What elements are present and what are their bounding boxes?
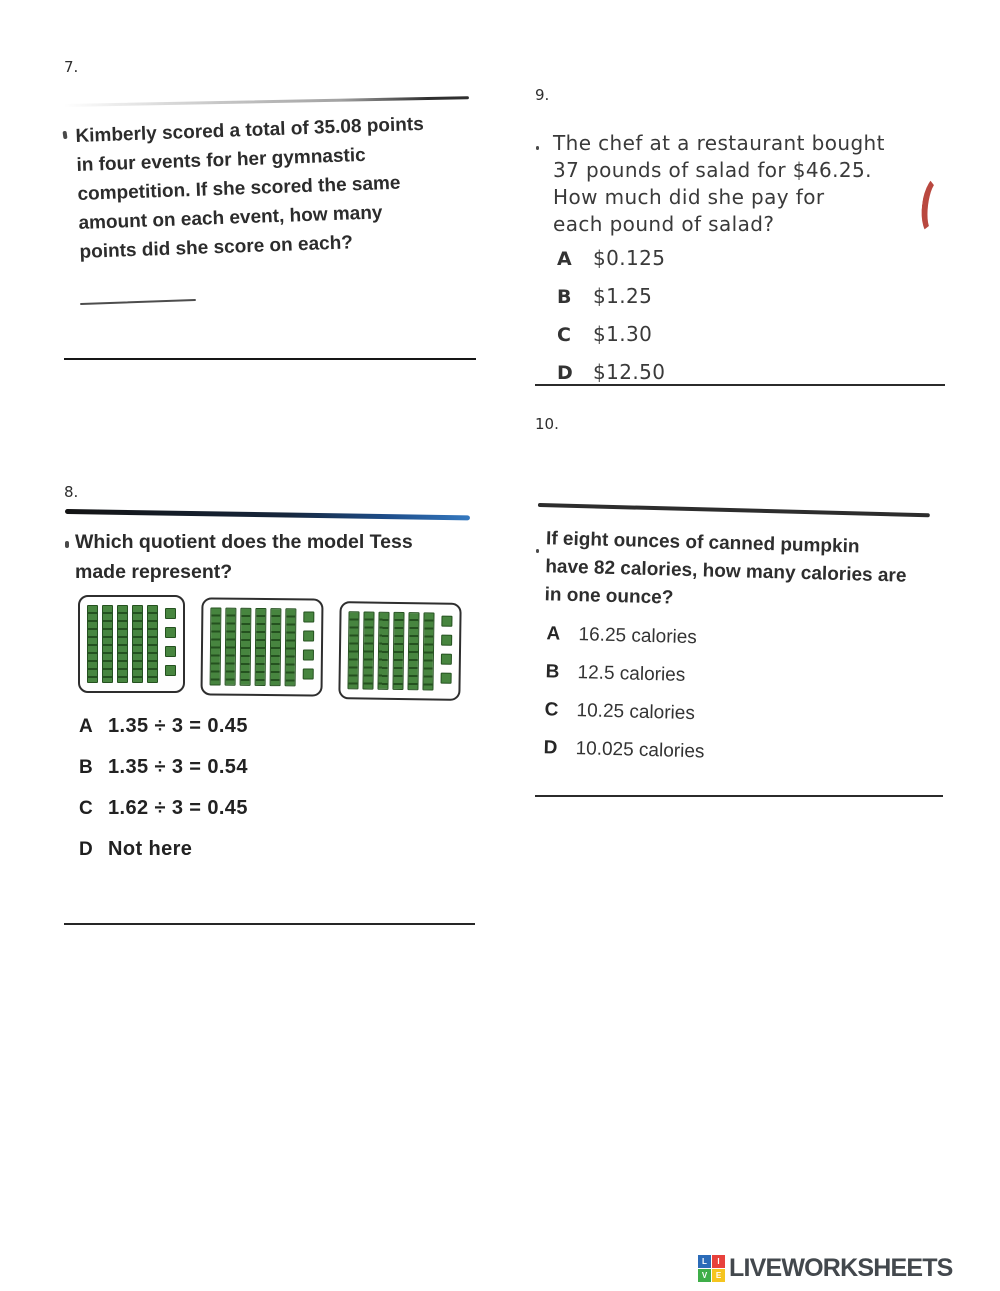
tenths-rod <box>392 612 404 690</box>
question-9-number: 9. <box>535 86 550 104</box>
hundredths-cube <box>441 635 452 646</box>
option-text: $1.25 <box>593 284 653 308</box>
option-text: 12.5 calories <box>577 661 686 686</box>
question-10-options <box>543 623 934 769</box>
option-text: 16.25 calories <box>578 623 698 648</box>
option-a <box>546 623 934 655</box>
option-b <box>79 756 248 779</box>
cubes <box>165 608 176 683</box>
base-ten-block-model <box>78 595 461 700</box>
question-9 <box>535 86 947 384</box>
divider <box>535 795 943 797</box>
scan-artifact-dot <box>536 549 539 553</box>
question-7-number: 7. <box>64 58 79 76</box>
text-line: If eight ounces of canned pumpkin <box>545 527 860 557</box>
option-text: 10.025 calories <box>575 737 705 762</box>
hundredths-cube <box>303 630 314 641</box>
hundredths-cube <box>303 611 314 622</box>
tenths-rod <box>407 612 419 690</box>
option-b <box>557 284 665 308</box>
text-line: each pound of salad? <box>553 212 775 236</box>
option-a <box>79 715 248 738</box>
text-line: Kimberly scored a total of 35.08 points <box>75 113 425 147</box>
option-text: Not here <box>108 838 193 860</box>
tenths-rod <box>87 605 98 683</box>
question-9-text <box>553 130 948 238</box>
option-letter: B <box>557 286 572 308</box>
option-letter: A <box>557 248 572 270</box>
liveworksheets-logo-icon <box>698 1255 725 1282</box>
hundredths-cube <box>441 616 452 627</box>
scan-artifact-dot <box>536 146 539 150</box>
tenths-rod <box>377 612 389 690</box>
divider <box>535 384 945 386</box>
question-8-text <box>75 527 465 587</box>
scan-artifact-dot <box>62 131 67 139</box>
option-letter: C <box>557 324 571 346</box>
cubes <box>440 616 452 691</box>
option-d <box>543 737 931 769</box>
answer-blank-line <box>80 299 196 305</box>
divider <box>64 923 475 925</box>
hundredths-cube <box>303 649 314 660</box>
scan-artifact-dot <box>65 541 69 548</box>
block-group <box>338 601 461 701</box>
tenths-rod <box>285 608 297 686</box>
text-line: in one ounce? <box>544 583 674 609</box>
option-a <box>557 246 665 270</box>
option-d <box>79 838 248 861</box>
option-text: 1.35 ÷ 3 = 0.54 <box>108 756 248 778</box>
divider <box>64 358 476 360</box>
option-text: $1.30 <box>593 322 653 346</box>
option-letter: D <box>557 362 573 384</box>
hundredths-cube <box>303 668 314 679</box>
hundredths-cube <box>441 673 452 684</box>
option-c <box>79 797 248 820</box>
text-line: made represent? <box>75 561 233 583</box>
option-letter: D <box>543 736 558 759</box>
option-text: 1.35 ÷ 3 = 0.45 <box>108 715 248 737</box>
hundredths-cube <box>441 654 452 665</box>
question-10-number: 10. <box>535 415 559 433</box>
option-c <box>544 699 932 731</box>
question-10-content <box>531 503 938 769</box>
text-line: in four events for her gymnastic <box>76 144 367 176</box>
logo-tile: E <box>712 1269 725 1282</box>
option-letter: D <box>79 839 93 860</box>
hundredths-cube <box>165 627 176 638</box>
question-8 <box>64 483 476 860</box>
liveworksheets-footer <box>698 1254 953 1283</box>
tenths-rod <box>225 608 237 686</box>
scan-artifact-line <box>538 503 930 517</box>
tenths-rod <box>102 605 113 683</box>
rods <box>87 605 158 683</box>
tenths-rod <box>422 612 434 690</box>
tenths-rod <box>210 607 222 685</box>
text-line: The chef at a restaurant bought <box>553 131 885 155</box>
question-10 <box>535 415 947 762</box>
option-text: $0.125 <box>593 246 666 270</box>
block-group <box>200 597 323 696</box>
tenths-rod <box>147 605 158 683</box>
option-c <box>557 322 665 346</box>
logo-tile: I <box>712 1255 725 1268</box>
option-letter: B <box>79 757 93 778</box>
hundredths-cube <box>165 646 176 657</box>
hundredths-cube <box>165 608 176 619</box>
block-group <box>78 595 185 693</box>
option-letter: C <box>544 698 559 721</box>
option-text: 10.25 calories <box>576 699 696 724</box>
text-line: How much did she pay for <box>553 185 825 209</box>
hundredths-cube <box>165 665 176 676</box>
text-line: points did she score on each? <box>79 232 354 263</box>
question-7 <box>64 58 476 263</box>
scan-artifact-line <box>64 96 469 106</box>
rods <box>347 611 434 690</box>
logo-tile: L <box>698 1255 711 1268</box>
question-8-number: 8. <box>64 483 79 501</box>
option-letter: B <box>545 660 560 683</box>
option-letter: C <box>79 798 93 819</box>
tenths-rod <box>240 608 252 686</box>
option-letter: A <box>79 716 93 737</box>
question-8-options <box>79 715 248 861</box>
brand-wordmark: LIVEWORKSHEETS <box>729 1254 953 1282</box>
text-line: have 82 calories, how many calories are <box>545 555 907 587</box>
question-7-text <box>75 108 475 267</box>
tenths-rod <box>270 608 282 686</box>
option-b <box>545 661 933 693</box>
tenths-rod <box>132 605 143 683</box>
tenths-rod <box>347 611 359 689</box>
scan-artifact-line <box>65 509 470 520</box>
tenths-rod <box>117 605 128 683</box>
text-line: 37 pounds of salad for $46.25. <box>553 158 872 182</box>
text-line: amount on each event, how many <box>78 202 383 234</box>
question-9-options <box>557 246 665 384</box>
text-line: Which quotient does the model Tess <box>75 531 413 553</box>
option-text: 1.62 ÷ 3 = 0.45 <box>108 797 248 819</box>
option-d <box>557 360 665 384</box>
tenths-rod <box>362 611 374 689</box>
logo-tile: V <box>698 1269 711 1282</box>
tenths-rod <box>255 608 267 686</box>
text-line: competition. If she scored the same <box>77 172 401 205</box>
question-10-text <box>544 525 941 619</box>
option-letter: A <box>546 622 561 645</box>
option-text: $12.50 <box>593 360 666 384</box>
cubes <box>303 611 315 686</box>
rods <box>210 607 297 686</box>
